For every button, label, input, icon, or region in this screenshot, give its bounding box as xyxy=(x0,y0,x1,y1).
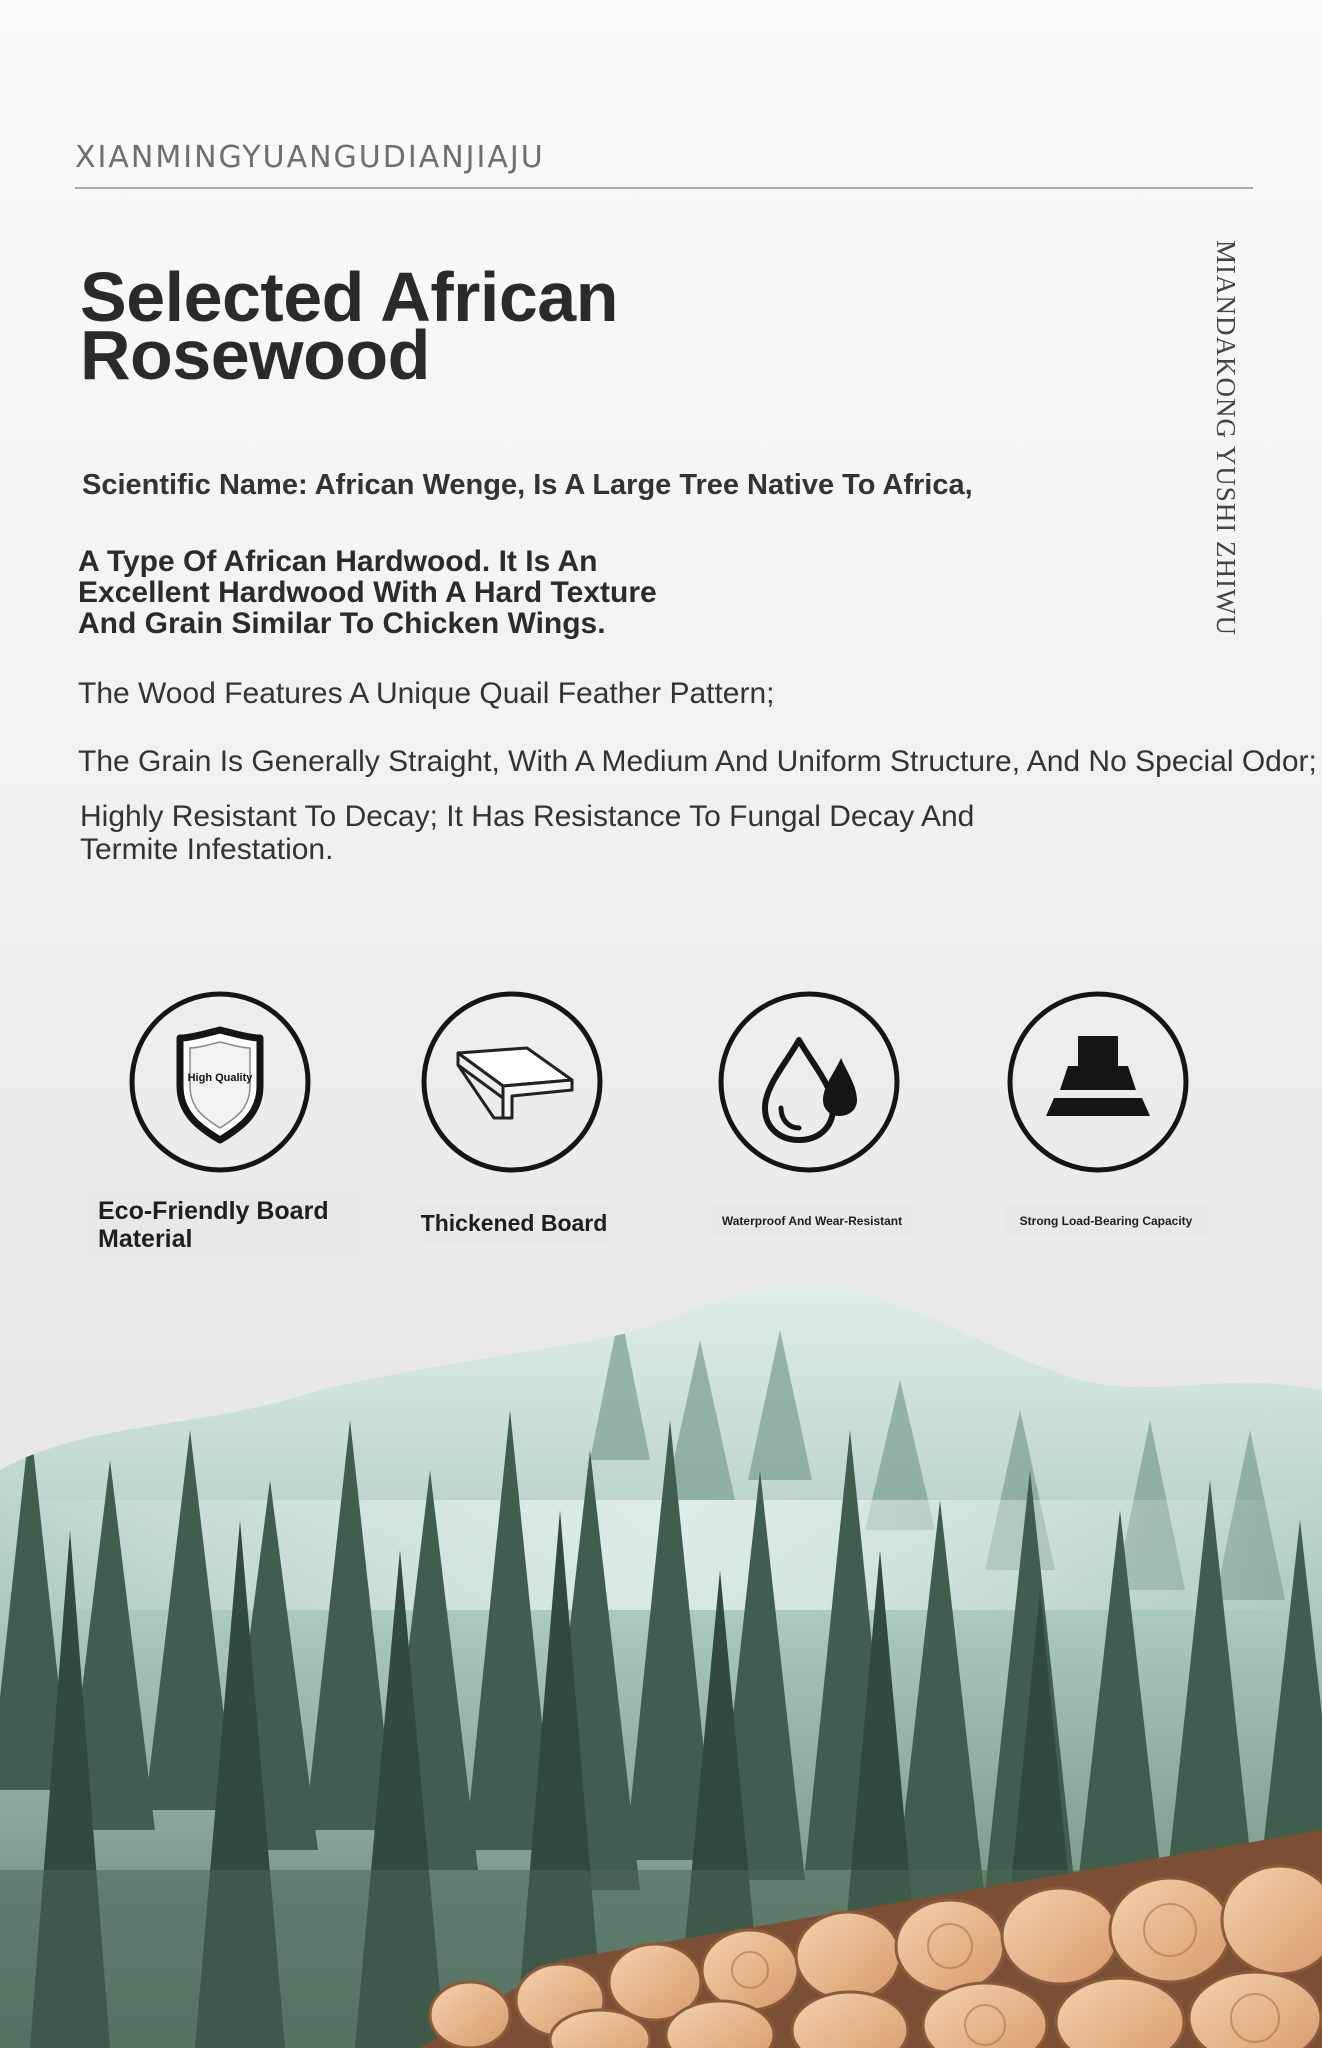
eco-label-line-2: Material xyxy=(98,1225,193,1253)
feature-label-load-bearing: Strong Load-Bearing Capacity xyxy=(1003,1206,1209,1236)
board-icon xyxy=(420,990,604,1174)
forest-logs-illustration xyxy=(0,1270,1322,2048)
feature-label-waterproof: Waterproof And Wear-Resistant xyxy=(710,1206,914,1236)
hardwood-line-1: A Type Of African Hardwood. It Is An xyxy=(78,545,598,578)
high-quality-badge: High Quality xyxy=(187,1072,253,1084)
brand-divider xyxy=(75,187,1253,189)
title-line-2: Rosewood xyxy=(80,316,430,394)
scientific-name: Scientific Name: African Wenge, Is A Large Tree Native To Africa, xyxy=(82,469,973,501)
page-title xyxy=(80,258,720,394)
vertical-label: MIANDAKONG YUSHI ZHIWU xyxy=(1211,240,1241,636)
decay-resistance-text xyxy=(80,800,1040,866)
feature-label-eco-friendly xyxy=(88,1193,360,1257)
feature-pattern-text: The Wood Features A Unique Quail Feather Pattern; xyxy=(78,677,775,710)
title-line-1: Selected African xyxy=(80,258,618,336)
feature-label-thickened: Thickened Board xyxy=(418,1204,610,1243)
decay-line-1: Highly Resistant To Decay; It Has Resistance To Fungal Decay And xyxy=(80,800,975,833)
eco-label-line-1: Eco-Friendly Board xyxy=(98,1197,329,1225)
hardwood-line-2: Excellent Hardwood With A Hard Texture xyxy=(78,576,657,609)
load-bearing-icon xyxy=(1006,990,1190,1174)
hardwood-line-3: And Grain Similar To Chicken Wings. xyxy=(78,607,606,640)
water-drop-icon xyxy=(717,990,901,1174)
brand-name: XIANMINGYUANGUDIANJIAJU xyxy=(75,140,545,175)
decay-line-2: Termite Infestation. xyxy=(80,833,334,866)
hardwood-description xyxy=(78,546,778,639)
feature-grain-text: The Grain Is Generally Straight, With A Medium And Uniform Structure, And No Special Odor; xyxy=(78,745,1317,778)
shield-icon xyxy=(128,990,312,1174)
